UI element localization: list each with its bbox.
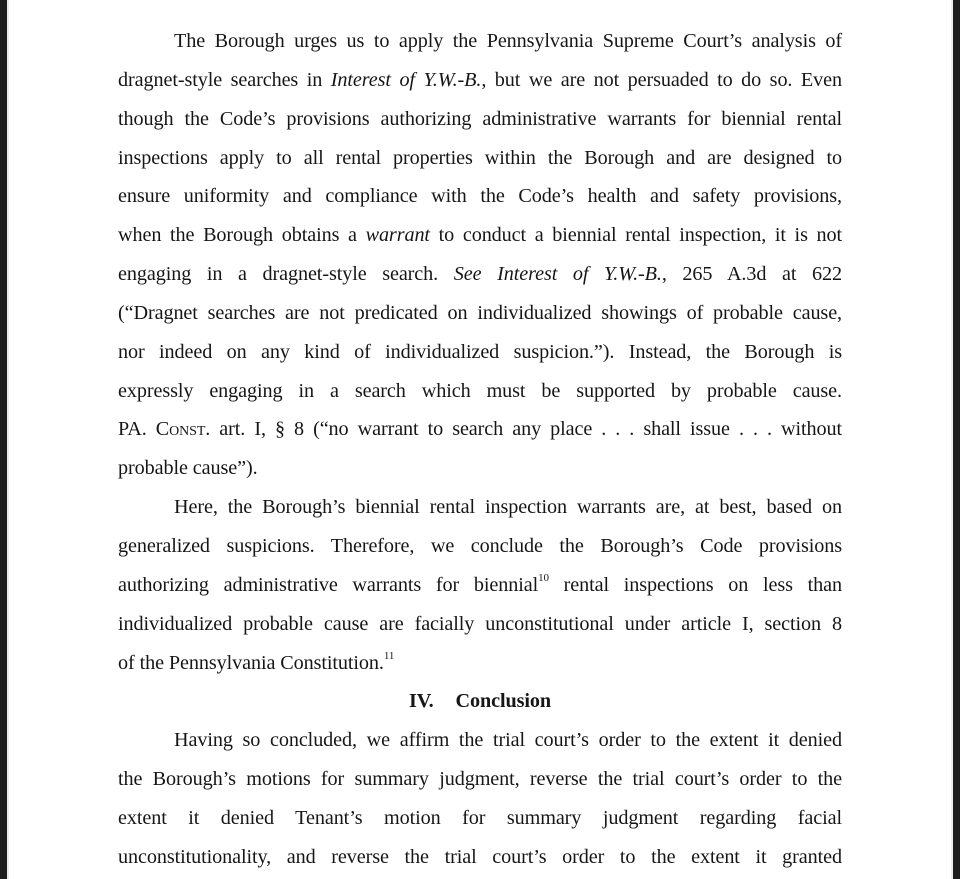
text-line (118, 139, 842, 178)
italic-citation: Interest of Y.W.-B. (330, 68, 482, 91)
section-title: Conclusion (455, 690, 552, 713)
small-caps-text: Const (155, 418, 206, 441)
text-segment: rental inspections on less than (548, 573, 842, 596)
footnote-reference[interactable]: 10 (538, 572, 549, 585)
text-line (118, 799, 842, 838)
text-line (118, 721, 842, 760)
paragraph-2 (118, 488, 842, 682)
text-segment: PA. (118, 418, 156, 441)
text-line (118, 22, 842, 61)
text-segment: generalized suspicions. Therefore, we conclude the Borough’s Code provisions (118, 534, 842, 557)
text-line (118, 644, 842, 683)
italic-citation: See Interest of Y.W.-B. (453, 263, 662, 286)
footnote-reference[interactable]: 11 (383, 649, 395, 662)
text-line (118, 566, 842, 605)
paragraph-1 (118, 22, 842, 488)
text-line (118, 760, 842, 799)
text-segment: Here, the Borough’s biennial rental inspection warrants are, at best, based on (174, 496, 842, 519)
text-segment: Having so concluded, we affirm the trial court’s order to the extent it denied (174, 729, 842, 752)
text-segment: The Borough urges us to apply the Pennsylvania Supreme Court’s analysis of (174, 30, 842, 52)
text-segment: inspections apply to all rental properties within the Borough and are designed to (118, 146, 842, 169)
text-segment: . art. I, § 8 (“no warrant to search any place . . . shall issue . . . without (205, 418, 842, 441)
text-line (118, 488, 842, 527)
text-line (118, 100, 842, 139)
text-line (118, 216, 842, 255)
text-line (118, 527, 842, 566)
text-segment: engaging in a dragnet-style search. (118, 263, 454, 286)
text-segment: individualized probable cause are facially unconstitutional under article I, section 8 (118, 612, 842, 635)
text-line (118, 838, 842, 877)
text-line (118, 294, 842, 333)
text-segment: , 265 A.3d at 622 (661, 263, 842, 286)
text-line (118, 177, 842, 216)
text-segment: ensure uniformity and compliance with the Code’s health and safety provisions, (118, 185, 842, 208)
text-segment: probable cause”). (118, 457, 258, 480)
section-number: IV. (408, 690, 434, 713)
text-line (118, 333, 842, 372)
text-line (118, 449, 842, 488)
text-segment: extent it denied Tenant’s motion for summary judgment regarding facial (118, 806, 842, 829)
text-segment: authorizing administrative warrants for biennial (118, 573, 539, 596)
section-heading (118, 682, 842, 721)
text-segment: the Borough’s motions for summary judgment, reverse the trial court’s order to the (118, 768, 842, 791)
text-line (118, 605, 842, 644)
text-segment: , but we are not persuaded to do so. Even (481, 68, 842, 91)
paragraph-3 (118, 721, 842, 876)
document-body (118, 22, 842, 877)
text-line (118, 410, 842, 449)
text-segment: nor indeed on any kind of individualized suspicion.”). Instead, the Borough is (118, 340, 842, 363)
text-segment: though the Code’s provisions authorizing administrative warrants for biennial rental (118, 107, 842, 130)
text-line (118, 255, 842, 294)
text-line (118, 61, 842, 100)
text-segment: when the Borough obtains a (118, 224, 366, 247)
text-segment: (“Dragnet searches are not predicated on individualized showings of probable cause, (118, 301, 842, 324)
document-page[interactable] (7, 0, 953, 879)
text-segment: unconstitutionality, and reverse the trial court’s order to the extent it granted (118, 845, 842, 868)
text-segment: of the Pennsylvania Constitution. (118, 651, 384, 674)
italic-citation: warrant (365, 224, 430, 247)
text-segment: to conduct a biennial rental inspection, it is not (429, 224, 843, 247)
text-segment: dragnet-style searches in (118, 68, 331, 91)
text-line (118, 372, 842, 411)
text-segment: expressly engaging in a search which must be supported by probable cause. (118, 379, 842, 402)
